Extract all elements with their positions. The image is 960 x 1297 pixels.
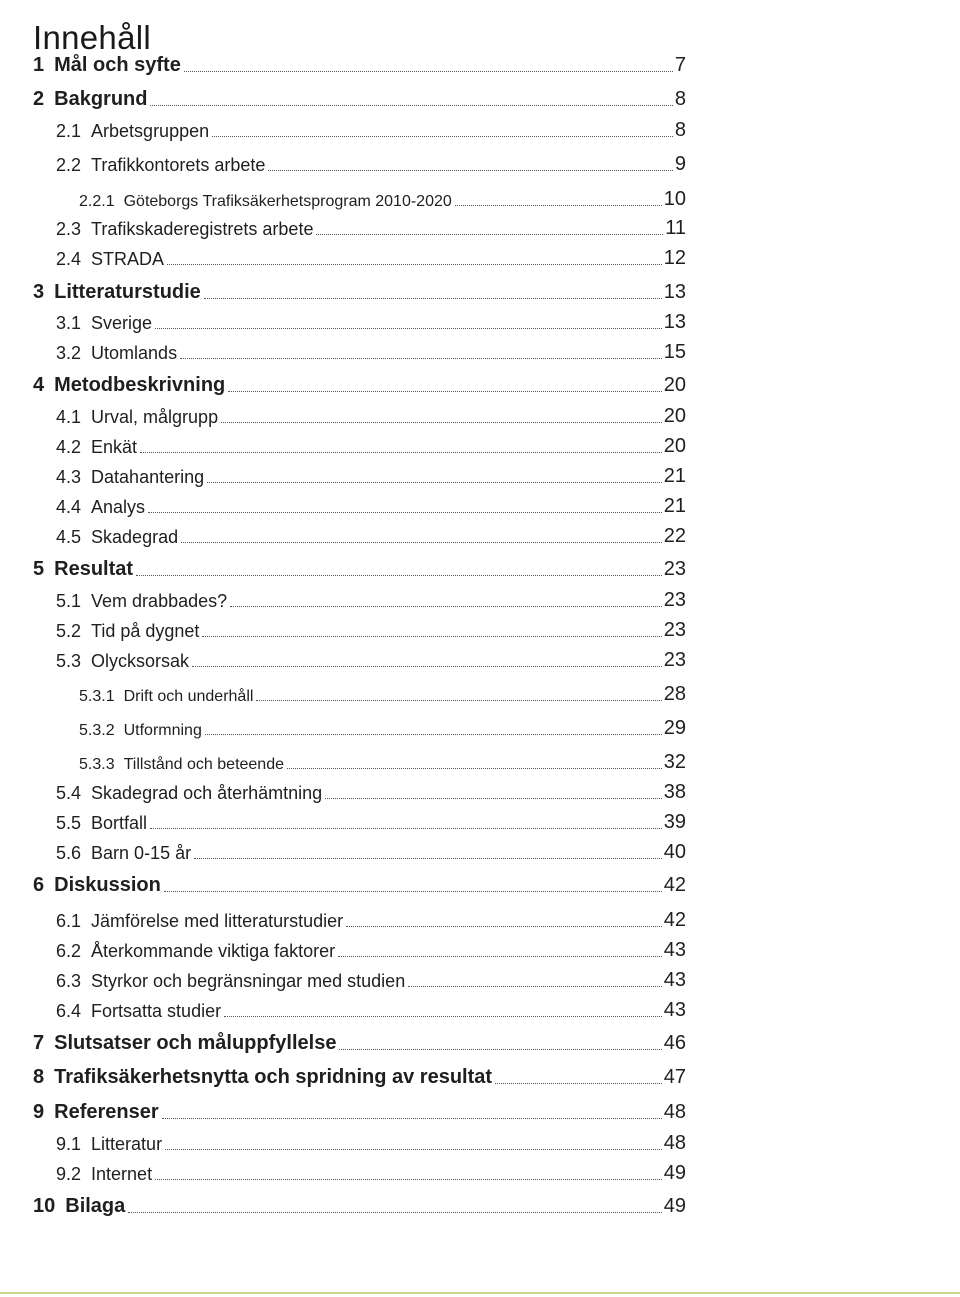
toc-entry-label: 2.2 Trafikkontorets arbete bbox=[56, 155, 266, 175]
dot-leader bbox=[192, 665, 662, 667]
dot-leader bbox=[221, 421, 662, 423]
toc-entry-page: 7 bbox=[674, 54, 686, 76]
toc-entry-label: 10 Bilaga bbox=[33, 1195, 126, 1217]
toc-entry[interactable] bbox=[33, 1032, 686, 1055]
dot-leader bbox=[268, 169, 672, 171]
dot-leader bbox=[162, 1117, 662, 1119]
toc-entry[interactable] bbox=[56, 909, 686, 932]
toc-entry-label: 1 Mål och syfte bbox=[33, 54, 181, 76]
toc-entry-label: 2.2.1 Göteborgs Trafiksäkerhetsprogram 2010-2020 bbox=[79, 193, 452, 210]
toc-entry-page: 13 bbox=[663, 311, 686, 333]
dot-leader bbox=[212, 135, 673, 137]
toc-entry-page: 22 bbox=[663, 525, 686, 547]
toc-entry-label: 3.1 Sverige bbox=[56, 313, 153, 333]
toc-entry[interactable] bbox=[33, 374, 686, 397]
toc-entry[interactable] bbox=[56, 465, 686, 488]
page-title: Innehåll bbox=[33, 19, 151, 57]
dot-leader bbox=[325, 797, 662, 799]
toc-entry[interactable] bbox=[56, 495, 686, 518]
toc-entry[interactable] bbox=[56, 619, 686, 642]
dot-leader bbox=[408, 985, 662, 987]
toc-entry-page: 48 bbox=[663, 1101, 686, 1123]
toc-entry-page: 21 bbox=[663, 495, 686, 517]
toc-entry[interactable] bbox=[56, 841, 686, 864]
toc-entry-page: 11 bbox=[665, 217, 686, 239]
toc-entry-label: 3 Litteraturstudie bbox=[33, 281, 201, 303]
toc-entry-page: 23 bbox=[663, 589, 686, 611]
toc-entry-label: 6.4 Fortsatta studier bbox=[56, 1001, 222, 1021]
dot-leader bbox=[167, 263, 662, 265]
toc-entry[interactable] bbox=[33, 1195, 686, 1218]
toc-entry-label: 4.2 Enkät bbox=[56, 437, 138, 457]
toc-entry-page: 42 bbox=[663, 909, 686, 931]
toc-entry-label: 5.3 Olycksorsak bbox=[56, 651, 190, 671]
dot-leader bbox=[150, 827, 662, 829]
toc-entry[interactable] bbox=[56, 119, 686, 142]
toc-entry-label: 9.1 Litteratur bbox=[56, 1134, 163, 1154]
toc-entry[interactable] bbox=[56, 939, 686, 962]
toc-entry[interactable] bbox=[56, 999, 686, 1022]
toc-entry[interactable] bbox=[56, 1162, 686, 1185]
toc-entry-label: 4.3 Datahantering bbox=[56, 467, 205, 487]
toc-entry-label: 6.1 Jämförelse med litteraturstudier bbox=[56, 911, 344, 931]
dot-leader bbox=[194, 857, 662, 859]
toc-entry-label: 5.6 Barn 0-15 år bbox=[56, 843, 192, 863]
toc-entry-label: 4.5 Skadegrad bbox=[56, 527, 179, 547]
toc-entry-page: 43 bbox=[663, 939, 686, 961]
dot-leader bbox=[204, 297, 662, 299]
toc-entry-label: 2 Bakgrund bbox=[33, 88, 148, 110]
toc-entry[interactable] bbox=[33, 1066, 686, 1089]
toc-entry-label: 3.2 Utomlands bbox=[56, 343, 178, 363]
toc-entry[interactable] bbox=[79, 751, 686, 774]
dot-leader bbox=[155, 327, 662, 329]
toc-entry-label: 6.2 Återkommande viktiga faktorer bbox=[56, 941, 336, 961]
dot-leader bbox=[495, 1082, 662, 1084]
toc-entry[interactable] bbox=[56, 969, 686, 992]
toc-entry-page: 10 bbox=[663, 188, 686, 210]
toc-entry[interactable] bbox=[33, 874, 686, 897]
toc-entry-label: 4 Metodbeskrivning bbox=[33, 374, 226, 396]
toc-entry[interactable] bbox=[33, 54, 686, 77]
toc-entry[interactable] bbox=[56, 435, 686, 458]
toc-entry-label: 9 Referenser bbox=[33, 1101, 159, 1123]
toc-entry-page: 38 bbox=[663, 781, 686, 803]
toc-entry[interactable] bbox=[79, 188, 686, 211]
toc-entry-page: 12 bbox=[663, 247, 686, 269]
toc-entry-page: 15 bbox=[663, 341, 686, 363]
dot-leader bbox=[202, 635, 661, 637]
toc-entry-page: 20 bbox=[663, 405, 686, 427]
toc-entry-page: 21 bbox=[663, 465, 686, 487]
toc-entry[interactable] bbox=[33, 1101, 686, 1124]
dot-leader bbox=[180, 357, 662, 359]
dot-leader bbox=[148, 511, 662, 513]
dot-leader bbox=[164, 890, 662, 892]
toc-entry[interactable] bbox=[56, 153, 686, 176]
toc-entry-label: 5 Resultat bbox=[33, 558, 134, 580]
dot-leader bbox=[140, 451, 662, 453]
dot-leader bbox=[316, 233, 663, 235]
dot-leader bbox=[338, 955, 662, 957]
toc-entry-page: 8 bbox=[674, 88, 686, 110]
toc-entry-page: 43 bbox=[663, 999, 686, 1021]
toc-entry-label: 5.3.3 Tillstånd och beteende bbox=[79, 756, 284, 773]
toc-entry[interactable] bbox=[56, 217, 686, 240]
toc-entry[interactable] bbox=[56, 341, 686, 364]
toc-entry-label: 5.5 Bortfall bbox=[56, 813, 148, 833]
toc-entry[interactable] bbox=[33, 558, 686, 581]
toc-entry[interactable] bbox=[79, 683, 686, 706]
toc-entry[interactable] bbox=[56, 589, 686, 612]
toc-entry[interactable] bbox=[56, 1132, 686, 1155]
toc-entry-label: 4.4 Analys bbox=[56, 497, 146, 517]
dot-leader bbox=[155, 1178, 662, 1180]
toc-entry[interactable] bbox=[56, 525, 686, 548]
toc-entry-page: 43 bbox=[663, 969, 686, 991]
toc-entry-page: 29 bbox=[663, 717, 686, 739]
dot-leader bbox=[165, 1148, 662, 1150]
toc-entry-label: 9.2 Internet bbox=[56, 1164, 153, 1184]
dot-leader bbox=[150, 104, 672, 106]
toc-entry[interactable] bbox=[33, 88, 686, 111]
toc-entry-page: 48 bbox=[663, 1132, 686, 1154]
toc-entry-page: 23 bbox=[663, 558, 686, 580]
toc-entry[interactable] bbox=[56, 649, 686, 672]
dot-leader bbox=[230, 605, 662, 607]
dot-leader bbox=[207, 481, 662, 483]
toc-entry-page: 9 bbox=[674, 153, 686, 175]
toc-entry-label: 8 Trafiksäkerhetsnytta och spridning av resultat bbox=[33, 1066, 493, 1088]
toc-entry-page: 8 bbox=[674, 119, 686, 141]
toc-entry-label: 5.1 Vem drabbades? bbox=[56, 591, 228, 611]
dot-leader bbox=[455, 204, 662, 206]
toc-entry-page: 40 bbox=[663, 841, 686, 863]
dot-leader bbox=[287, 767, 662, 769]
dot-leader bbox=[205, 733, 662, 735]
dot-leader bbox=[224, 1015, 662, 1017]
toc-entry-page: 46 bbox=[663, 1032, 686, 1054]
bottom-rule bbox=[0, 1292, 960, 1294]
toc-entry-page: 23 bbox=[663, 619, 686, 641]
toc-entry-label: 5.4 Skadegrad och återhämtning bbox=[56, 783, 323, 803]
dot-leader bbox=[136, 574, 662, 576]
toc-entry-page: 32 bbox=[663, 751, 686, 773]
toc-entry-label: 5.2 Tid på dygnet bbox=[56, 621, 200, 641]
toc-entry-page: 28 bbox=[663, 683, 686, 705]
dot-leader bbox=[256, 699, 661, 701]
toc-entry-page: 49 bbox=[663, 1195, 686, 1217]
toc-entry-page: 13 bbox=[663, 281, 686, 303]
dot-leader bbox=[181, 541, 662, 543]
toc-entry-page: 49 bbox=[663, 1162, 686, 1184]
toc-entry-label: 2.3 Trafikskaderegistrets arbete bbox=[56, 219, 314, 239]
toc-entry-label: 4.1 Urval, målgrupp bbox=[56, 407, 219, 427]
toc-entry-label: 2.4 STRADA bbox=[56, 249, 165, 269]
toc-entry[interactable] bbox=[79, 717, 686, 740]
toc-entry-page: 20 bbox=[663, 435, 686, 457]
toc-entry-label: 6.3 Styrkor och begränsningar med studien bbox=[56, 971, 406, 991]
toc-entry-page: 20 bbox=[663, 374, 686, 396]
toc-entry-page: 42 bbox=[663, 874, 686, 896]
toc-entry[interactable] bbox=[33, 281, 686, 304]
toc-entry-label: 6 Diskussion bbox=[33, 874, 161, 896]
toc-entry-page: 39 bbox=[663, 811, 686, 833]
toc-entry[interactable] bbox=[56, 811, 686, 834]
toc-entry-label: 2.1 Arbetsgruppen bbox=[56, 121, 210, 141]
toc-entry[interactable] bbox=[56, 311, 686, 334]
toc-entry-page: 23 bbox=[663, 649, 686, 671]
dot-leader bbox=[128, 1211, 661, 1213]
toc-entry-label: 5.3.1 Drift och underhåll bbox=[79, 688, 254, 705]
dot-leader bbox=[184, 70, 673, 72]
toc-entry-label: 5.3.2 Utformning bbox=[79, 722, 202, 739]
dot-leader bbox=[346, 925, 662, 927]
toc-entry-page: 47 bbox=[663, 1066, 686, 1088]
toc-entry-label: 7 Slutsatser och måluppfyllelse bbox=[33, 1032, 337, 1054]
toc-entry[interactable] bbox=[56, 247, 686, 270]
toc-entry[interactable] bbox=[56, 405, 686, 428]
dot-leader bbox=[228, 390, 661, 392]
dot-leader bbox=[339, 1048, 661, 1050]
toc-entry[interactable] bbox=[56, 781, 686, 804]
